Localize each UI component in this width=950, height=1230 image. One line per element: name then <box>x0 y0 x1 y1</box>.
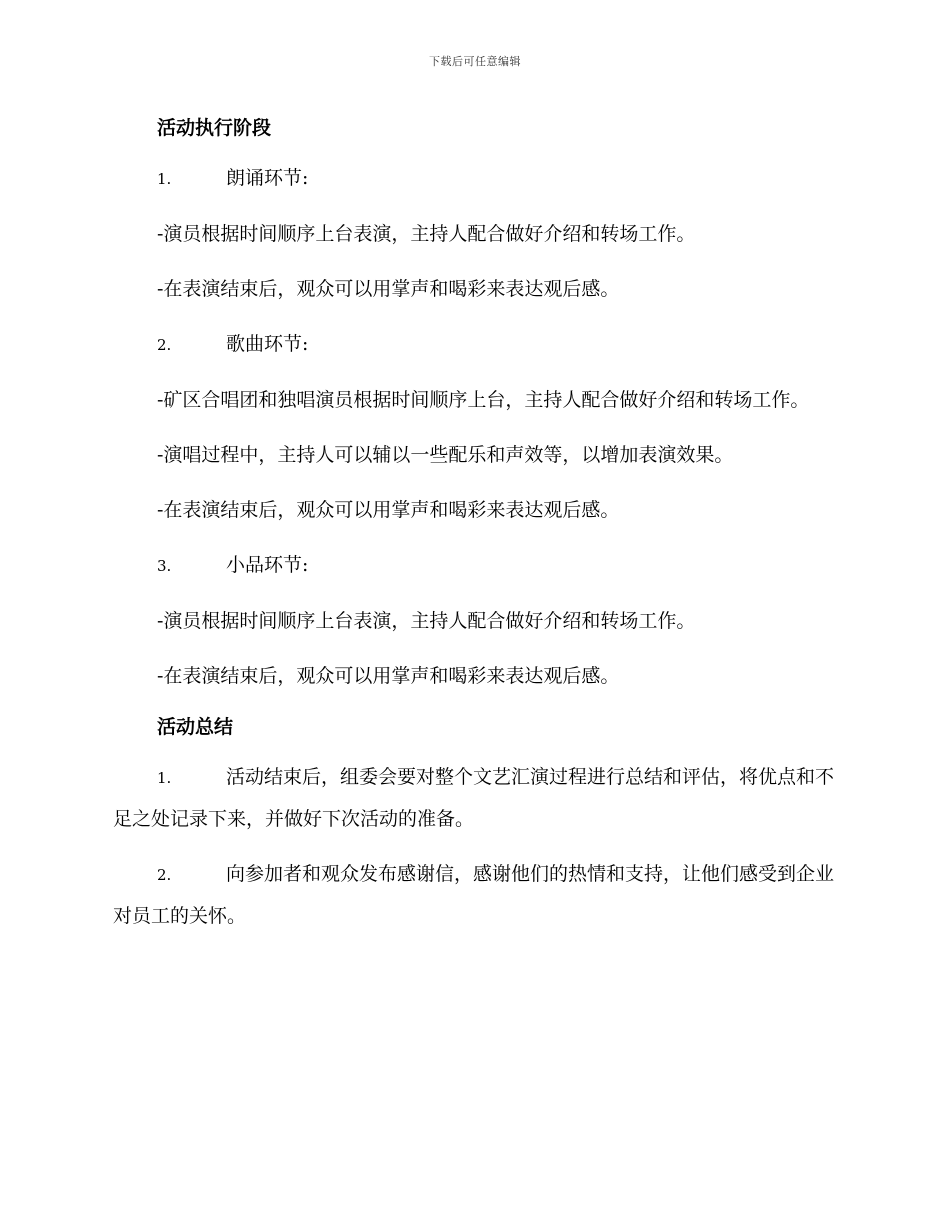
section-heading-summary: 活动总结 <box>157 716 234 738</box>
section-heading-execution: 活动执行阶段 <box>157 117 272 139</box>
document-body <box>113 112 838 937</box>
header-note: 下载后可任意编辑 <box>429 55 521 68</box>
bullet-line: -在表演结束后，观众可以用掌声和喝彩来表达观后感。 <box>157 278 620 300</box>
bullet-line: -演员根据时间顺序上台表演，主持人配合做好介绍和转场工作。 <box>157 610 696 632</box>
item-label: 歌曲环节: <box>226 333 309 355</box>
item-label: 小品环节: <box>226 554 309 576</box>
summary-item <box>113 854 838 937</box>
bullet-line: -演唱过程中，主持人可以辅以一些配乐和声效等，以增加表演效果。 <box>157 444 734 466</box>
bullet-line: -演员根据时间顺序上台表演，主持人配合做好介绍和转场工作。 <box>157 223 696 245</box>
bullet-line: -矿区合唱团和独唱演员根据时间顺序上台，主持人配合做好介绍和转场工作。 <box>157 389 810 411</box>
item-number: 2. <box>157 866 172 884</box>
item-number: 1. <box>157 769 172 787</box>
item-number: 1. <box>157 170 172 188</box>
item-label: 朗诵环节: <box>226 167 309 189</box>
bullet-line: -在表演结束后，观众可以用掌声和喝彩来表达观后感。 <box>157 665 620 687</box>
summary-item <box>113 757 838 840</box>
numbered-item-songs <box>113 324 838 366</box>
numbered-item-sketch <box>113 545 838 587</box>
item-text: 活动结束后，组委会要对整个文艺汇演过程进行总结和评估，将优点和不足之处记录下来，并做好下次活动的准备。 <box>113 766 835 830</box>
item-text: 向参加者和观众发布感谢信，感谢他们的热情和支持，让他们感受到企业对员工的关怀。 <box>113 863 835 927</box>
item-number: 3. <box>157 557 172 575</box>
numbered-item-recitation <box>113 158 838 200</box>
bullet-line: -在表演结束后，观众可以用掌声和喝彩来表达观后感。 <box>157 499 620 521</box>
item-number: 2. <box>157 336 172 354</box>
